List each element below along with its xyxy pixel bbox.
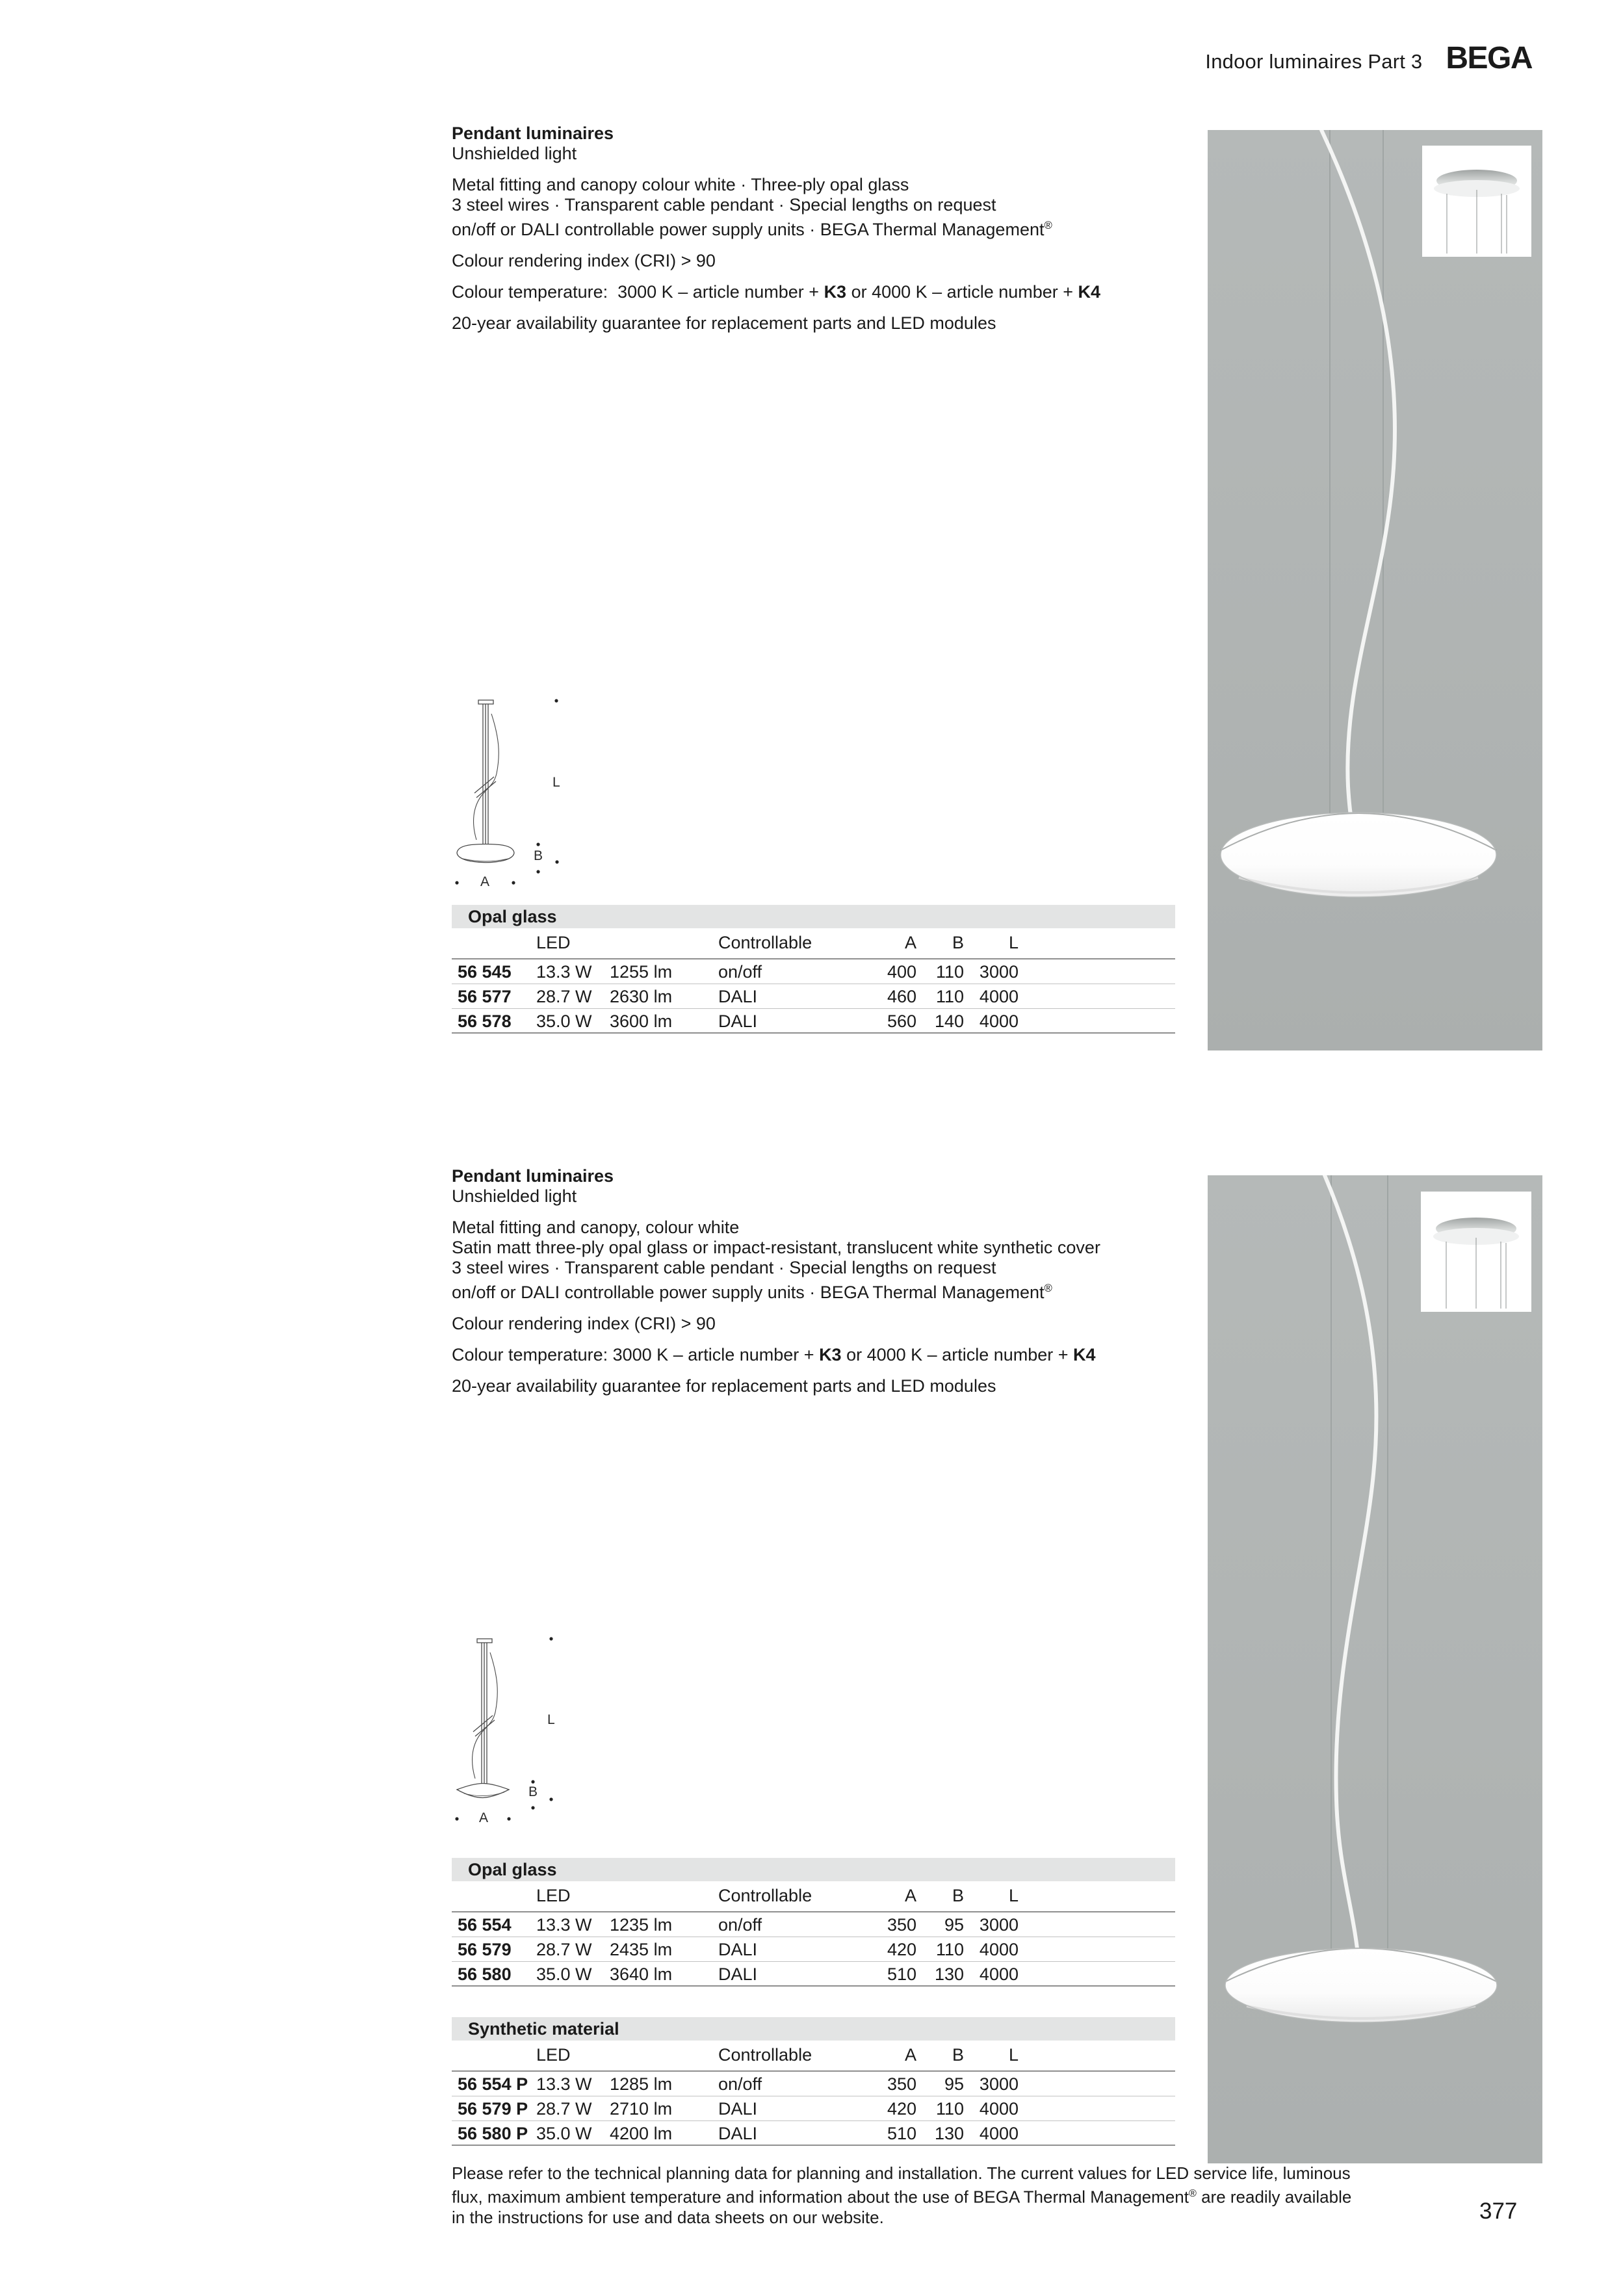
dim-label-b: B [528, 1784, 538, 1799]
product-photo-2 [1208, 1175, 1542, 2163]
product-subheading: Unshielded light [452, 1186, 577, 1206]
dimension-labels [479, 1712, 555, 1825]
feature-line: 3 steel wires · Transparent cable pendant · Special lengths on request [452, 1258, 996, 1277]
cri-line: Colour rendering index (CRI) > 90 [452, 1314, 716, 1333]
table-title: Opal glass [468, 1860, 557, 1879]
dim-a: 560 [887, 1011, 916, 1031]
controllable-value: on/off [718, 962, 762, 982]
wattage: 13.3 W [536, 1915, 592, 1935]
table-row [452, 1912, 1175, 1937]
pendant-disc [1225, 1948, 1497, 2022]
table-header-row [452, 1881, 1175, 1912]
dim-a: 420 [887, 1940, 916, 1959]
col-header-controllable: Controllable [718, 2045, 812, 2065]
table-row [452, 984, 1175, 1009]
dim-l: 4000 [979, 2099, 1019, 2119]
dim-l: 3000 [979, 2074, 1019, 2094]
colour-temperature-line [452, 282, 1206, 302]
wattage: 13.3 W [536, 962, 592, 982]
controllable-value: on/off [718, 2074, 762, 2094]
dim-b: 110 [935, 987, 964, 1006]
dim-b: 95 [944, 1915, 964, 1935]
article-number: 56 554 [458, 1915, 512, 1935]
feature-line [452, 1278, 1206, 1303]
dim-b: 130 [934, 2124, 964, 2143]
table-row [452, 2096, 1175, 2121]
canopy-detail-inset [1422, 146, 1531, 257]
page-header-title: Indoor luminaires Part 3 [1205, 50, 1423, 73]
controllable-value: DALI [718, 2099, 758, 2119]
dim-l: 4000 [979, 987, 1019, 1006]
dim-a: 420 [887, 2099, 916, 2119]
product-heading: Pendant luminaires [452, 1166, 614, 1186]
product-features [452, 175, 1206, 240]
footer-note [452, 2163, 1466, 2228]
temp-code-k4: K4 [1078, 282, 1101, 302]
wattage: 35.0 W [536, 1011, 592, 1031]
dim-label-a: A [480, 874, 490, 889]
temp-mid: or 4000 K – article number + [841, 1345, 1074, 1364]
table-title: Synthetic material [468, 2019, 619, 2039]
cri-line: Colour rendering index (CRI) > 90 [452, 251, 716, 270]
table-title-bar [452, 2017, 1175, 2041]
registered-mark: ® [1044, 1282, 1052, 1294]
spec-table-synthetic-material [452, 2017, 1175, 2146]
col-header-led: LED [536, 2045, 571, 2065]
guarantee-line: 20-year availability guarantee for replacement parts and LED modules [452, 313, 996, 333]
dim-label-a: A [479, 1810, 489, 1825]
page-header [1205, 40, 1532, 76]
dim-a: 510 [887, 2124, 916, 2143]
footer-line: Please refer to the technical planning data for planning and installation. The current values for LED service life, luminous [452, 2163, 1351, 2183]
product-subheading: Unshielded light [452, 144, 577, 163]
luminous-flux: 1285 lm [610, 2074, 673, 2094]
dim-b: 110 [935, 2099, 964, 2119]
table-row [452, 2072, 1175, 2096]
dim-a: 510 [887, 1964, 916, 1984]
product-description-1 [452, 124, 1206, 333]
temp-prefix: Colour temperature: 3000 K – article number + [452, 282, 824, 302]
col-header-led: LED [536, 1886, 571, 1905]
controllable-value: DALI [718, 1940, 758, 1959]
luminous-flux: 2710 lm [610, 2099, 673, 2119]
feature-line: Metal fitting and canopy, colour white [452, 1218, 740, 1237]
product-features [452, 1218, 1206, 1303]
canopy-detail-inset [1421, 1192, 1531, 1312]
temp-code-k3: K3 [819, 1345, 842, 1364]
article-number: 56 554 P [458, 2074, 528, 2094]
registered-mark: ® [1044, 219, 1052, 231]
dim-b: 130 [934, 1964, 964, 1984]
product-photo-1 [1208, 130, 1542, 1050]
temp-code-k3: K3 [824, 282, 847, 302]
controllable-value: DALI [718, 2124, 758, 2143]
col-header-l: L [1008, 1886, 1019, 1905]
col-header-b: B [952, 933, 964, 952]
article-number: 56 545 [458, 962, 512, 982]
wattage: 28.7 W [536, 2099, 592, 2119]
dim-label-b: B [534, 848, 543, 863]
article-number: 56 580 [458, 1964, 512, 1984]
article-number: 56 577 [458, 987, 512, 1006]
luminous-flux: 3600 lm [610, 1011, 673, 1031]
luminous-flux: 2435 lm [610, 1940, 673, 1959]
product-heading: Pendant luminaires [452, 124, 614, 143]
controllable-value: DALI [718, 1011, 758, 1031]
dimension-drawing-1 [448, 676, 591, 913]
wattage: 35.0 W [536, 2124, 592, 2143]
dim-l: 4000 [979, 2124, 1019, 2143]
luminous-flux: 2630 lm [610, 987, 673, 1006]
pendant-line-art [457, 1639, 509, 1798]
dim-l: 3000 [979, 962, 1019, 982]
table-row [452, 1962, 1175, 1987]
luminous-flux: 1235 lm [610, 1915, 673, 1935]
dim-a: 350 [887, 1915, 916, 1935]
col-header-a: A [904, 2045, 916, 2065]
table-row [452, 959, 1175, 984]
dimension-labels [480, 775, 560, 889]
dim-a: 460 [887, 987, 916, 1006]
table-row [452, 1937, 1175, 1962]
dim-a: 400 [887, 962, 916, 982]
wattage: 28.7 W [536, 1940, 592, 1959]
col-header-b: B [952, 2045, 964, 2065]
table-row [452, 1009, 1175, 1034]
table-title: Opal glass [468, 907, 557, 926]
controllable-value: on/off [718, 1915, 762, 1935]
bega-logo: BEGA [1446, 41, 1532, 75]
luminous-flux: 4200 lm [610, 2124, 673, 2143]
spec-table-opal-glass-2 [452, 1858, 1175, 1987]
luminous-flux: 1255 lm [610, 962, 673, 982]
dim-l: 4000 [979, 1011, 1019, 1031]
table-title-bar [452, 1858, 1175, 1881]
registered-mark: ® [1188, 2187, 1197, 2199]
footer-line-text: flux, maximum ambient temperature and information about the use of BEGA Thermal Management [452, 2187, 1189, 2207]
dim-l: 3000 [979, 1915, 1019, 1935]
dim-l: 4000 [979, 1940, 1019, 1959]
dim-label-l: L [547, 1712, 555, 1727]
article-number: 56 579 [458, 1940, 512, 1959]
table-header-row [452, 2041, 1175, 2072]
dimension-drawing-2 [448, 1612, 591, 1849]
col-header-l: L [1008, 2045, 1019, 2065]
col-header-a: A [904, 1886, 916, 1905]
dim-label-l: L [552, 775, 560, 790]
col-header-led: LED [536, 933, 571, 952]
luminous-flux: 3640 lm [610, 1964, 673, 1984]
col-header-controllable: Controllable [718, 1886, 812, 1905]
supply-line-text: on/off or DALI controllable power supply units · BEGA Thermal Management [452, 1283, 1045, 1302]
controllable-value: DALI [718, 1964, 758, 1984]
pendant-line-art [457, 700, 514, 863]
dim-b: 110 [935, 962, 964, 982]
table-row [452, 2121, 1175, 2146]
col-header-b: B [952, 1886, 964, 1905]
article-number: 56 579 P [458, 2099, 528, 2119]
article-number: 56 580 P [458, 2124, 528, 2143]
col-header-l: L [1008, 933, 1019, 952]
feature-line: 3 steel wires · Transparent cable pendant · Special lengths on request [452, 195, 996, 215]
temp-code-k4: K4 [1073, 1345, 1096, 1364]
dim-a: 350 [887, 2074, 916, 2094]
dim-b: 140 [934, 1011, 964, 1031]
dim-l: 4000 [979, 1964, 1019, 1984]
wattage: 28.7 W [536, 987, 592, 1006]
colour-temperature-line [452, 1345, 1206, 1365]
feature-line [452, 215, 1206, 240]
product-description-2 [452, 1166, 1206, 1396]
temp-mid: or 4000 K – article number + [846, 282, 1078, 302]
col-header-a: A [904, 933, 916, 952]
feature-line: Metal fitting and canopy colour white · Three-ply opal glass [452, 175, 909, 194]
footer-line: in the instructions for use and data sheets on our website. [452, 2207, 884, 2227]
dim-b: 110 [935, 1940, 964, 1959]
footer-line-text: are readily available [1196, 2187, 1352, 2207]
table-title-bar [452, 905, 1175, 928]
table-header-row [452, 928, 1175, 959]
feature-line: Satin matt three-ply opal glass or impact-resistant, translucent white synthetic cover [452, 1238, 1100, 1257]
supply-line-text: on/off or DALI controllable power supply units · BEGA Thermal Management [452, 220, 1045, 239]
article-number: 56 578 [458, 1011, 512, 1031]
wattage: 35.0 W [536, 1964, 592, 1984]
page-number: 377 [1479, 2198, 1518, 2224]
temp-prefix: Colour temperature: 3000 K – article number + [452, 1345, 820, 1364]
footer-line [452, 2184, 1466, 2208]
guarantee-line: 20-year availability guarantee for replacement parts and LED modules [452, 1376, 996, 1396]
dim-b: 95 [944, 2074, 964, 2094]
controllable-value: DALI [718, 987, 758, 1006]
spec-table-opal-glass-1 [452, 905, 1175, 1034]
col-header-controllable: Controllable [718, 933, 812, 952]
wattage: 13.3 W [536, 2074, 592, 2094]
pendant-disc [1221, 813, 1496, 897]
